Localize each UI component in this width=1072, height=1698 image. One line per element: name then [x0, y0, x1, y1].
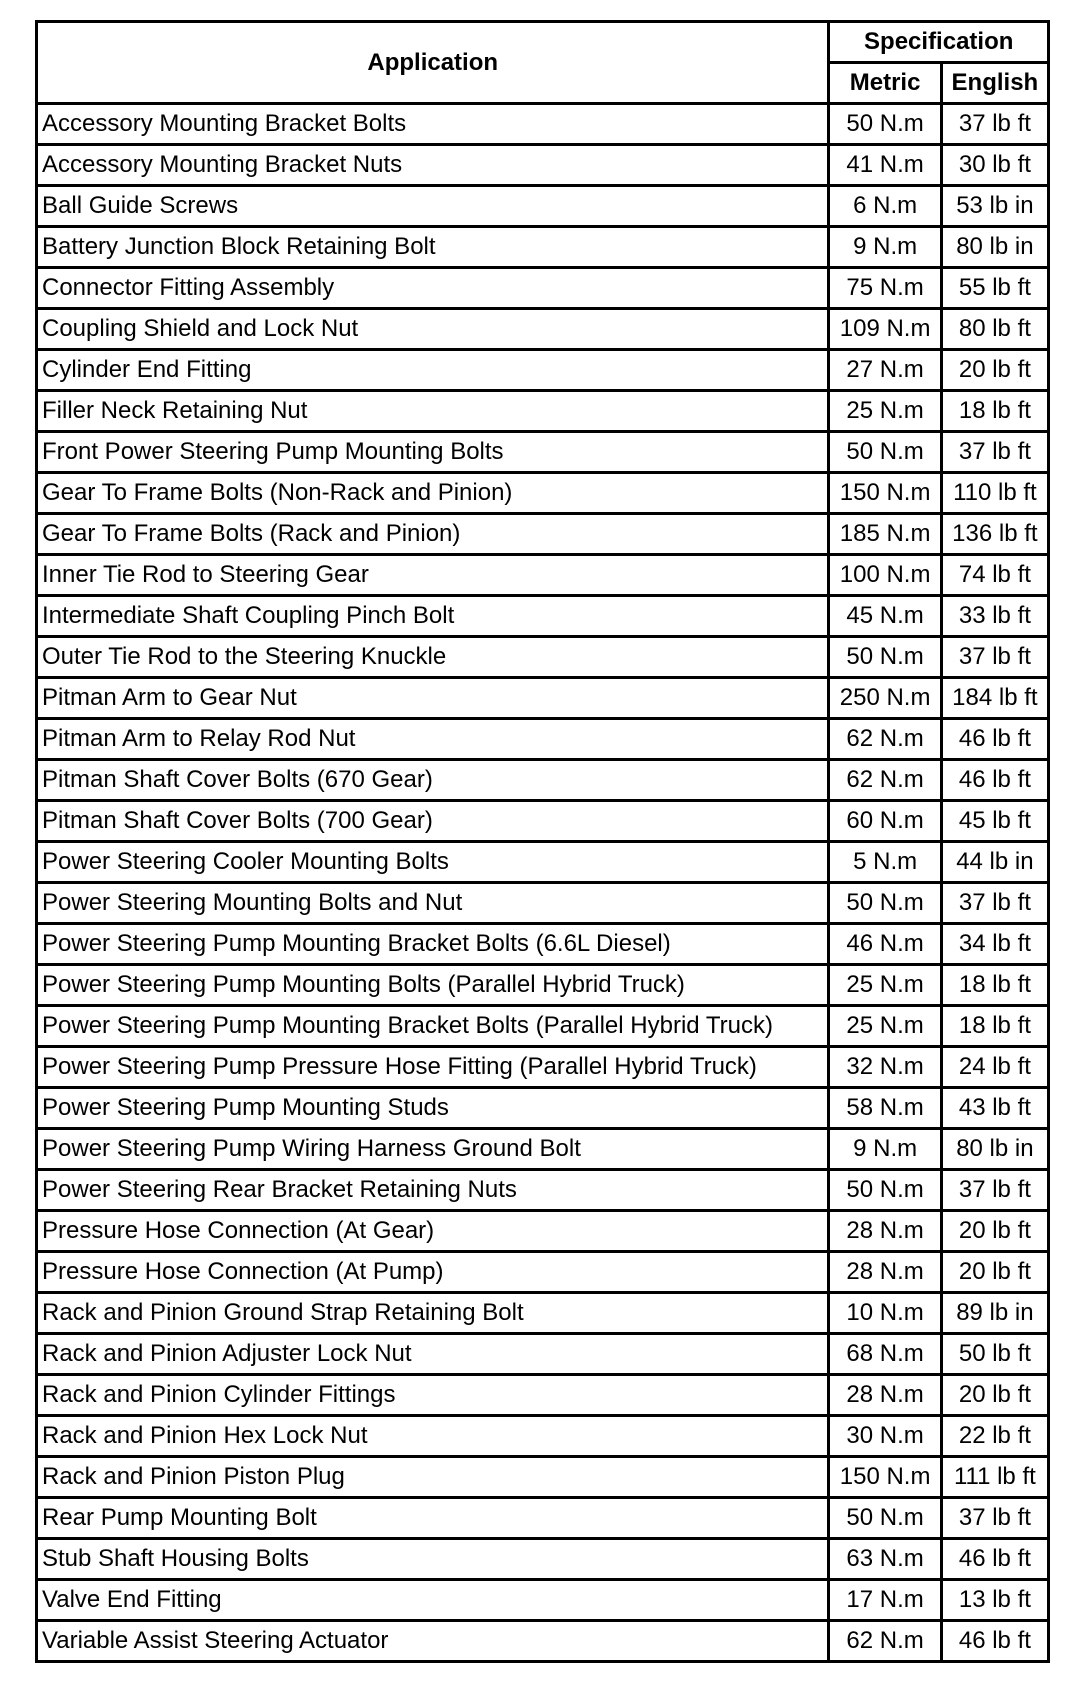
- table-row: [37, 555, 1049, 596]
- table-row: [37, 760, 1049, 801]
- english-cell: 110 lb ft: [941, 473, 1048, 514]
- metric-cell: 62 N.m: [829, 760, 941, 801]
- metric-cell: 27 N.m: [829, 350, 941, 391]
- english-cell: 80 lb ft: [941, 309, 1048, 350]
- table-row: [37, 842, 1049, 883]
- metric-cell: 9 N.m: [829, 227, 941, 268]
- english-cell: 20 lb ft: [941, 1375, 1048, 1416]
- english-header: English: [941, 63, 1048, 104]
- metric-cell: 62 N.m: [829, 1621, 941, 1662]
- application-cell: Coupling Shield and Lock Nut: [37, 309, 829, 350]
- table-row: [37, 473, 1049, 514]
- english-cell: 37 lb ft: [941, 104, 1048, 145]
- metric-cell: 60 N.m: [829, 801, 941, 842]
- metric-header: Metric: [829, 63, 941, 104]
- metric-cell: 32 N.m: [829, 1047, 941, 1088]
- application-cell: Battery Junction Block Retaining Bolt: [37, 227, 829, 268]
- application-cell: Power Steering Pump Mounting Bracket Bolts (6.6L Diesel): [37, 924, 829, 965]
- metric-cell: 63 N.m: [829, 1539, 941, 1580]
- table-row: [37, 924, 1049, 965]
- table-row: [37, 883, 1049, 924]
- english-cell: 34 lb ft: [941, 924, 1048, 965]
- metric-cell: 50 N.m: [829, 637, 941, 678]
- english-cell: 13 lb ft: [941, 1580, 1048, 1621]
- metric-cell: 9 N.m: [829, 1129, 941, 1170]
- english-cell: 44 lb in: [941, 842, 1048, 883]
- english-cell: 111 lb ft: [941, 1457, 1048, 1498]
- application-cell: Ball Guide Screws: [37, 186, 829, 227]
- table-row: [37, 1170, 1049, 1211]
- metric-cell: 75 N.m: [829, 268, 941, 309]
- application-cell: Intermediate Shaft Coupling Pinch Bolt: [37, 596, 829, 637]
- table-row: [37, 1211, 1049, 1252]
- english-cell: 24 lb ft: [941, 1047, 1048, 1088]
- application-cell: Rack and Pinion Ground Strap Retaining Bolt: [37, 1293, 829, 1334]
- table-row: [37, 432, 1049, 473]
- table-row: [37, 104, 1049, 145]
- metric-cell: 100 N.m: [829, 555, 941, 596]
- table-row: [37, 1621, 1049, 1662]
- english-cell: 30 lb ft: [941, 145, 1048, 186]
- application-cell: Power Steering Pump Mounting Bracket Bolts (Parallel Hybrid Truck): [37, 1006, 829, 1047]
- application-cell: Inner Tie Rod to Steering Gear: [37, 555, 829, 596]
- table-row: [37, 1129, 1049, 1170]
- english-cell: 22 lb ft: [941, 1416, 1048, 1457]
- application-cell: Pitman Arm to Relay Rod Nut: [37, 719, 829, 760]
- metric-cell: 50 N.m: [829, 1170, 941, 1211]
- application-cell: Power Steering Pump Wiring Harness Ground Bolt: [37, 1129, 829, 1170]
- english-cell: 55 lb ft: [941, 268, 1048, 309]
- metric-cell: 68 N.m: [829, 1334, 941, 1375]
- application-cell: Filler Neck Retaining Nut: [37, 391, 829, 432]
- english-cell: 37 lb ft: [941, 883, 1048, 924]
- english-cell: 37 lb ft: [941, 1170, 1048, 1211]
- metric-cell: 150 N.m: [829, 473, 941, 514]
- metric-cell: 58 N.m: [829, 1088, 941, 1129]
- english-cell: 50 lb ft: [941, 1334, 1048, 1375]
- application-cell: Cylinder End Fitting: [37, 350, 829, 391]
- metric-cell: 28 N.m: [829, 1375, 941, 1416]
- application-cell: Connector Fitting Assembly: [37, 268, 829, 309]
- table-row: [37, 637, 1049, 678]
- english-cell: 46 lb ft: [941, 760, 1048, 801]
- english-cell: 184 lb ft: [941, 678, 1048, 719]
- application-cell: Power Steering Mounting Bolts and Nut: [37, 883, 829, 924]
- application-cell: Accessory Mounting Bracket Bolts: [37, 104, 829, 145]
- table-row: [37, 719, 1049, 760]
- application-cell: Pressure Hose Connection (At Gear): [37, 1211, 829, 1252]
- metric-cell: 50 N.m: [829, 432, 941, 473]
- application-cell: Rack and Pinion Hex Lock Nut: [37, 1416, 829, 1457]
- metric-cell: 185 N.m: [829, 514, 941, 555]
- metric-cell: 17 N.m: [829, 1580, 941, 1621]
- table-row: [37, 1088, 1049, 1129]
- english-cell: 37 lb ft: [941, 637, 1048, 678]
- english-cell: 46 lb ft: [941, 1621, 1048, 1662]
- table-row: [37, 801, 1049, 842]
- english-cell: 74 lb ft: [941, 555, 1048, 596]
- english-cell: 45 lb ft: [941, 801, 1048, 842]
- table-row: [37, 1539, 1049, 1580]
- application-cell: Pitman Shaft Cover Bolts (670 Gear): [37, 760, 829, 801]
- metric-cell: 50 N.m: [829, 104, 941, 145]
- english-cell: 20 lb ft: [941, 1252, 1048, 1293]
- application-cell: Power Steering Pump Mounting Bolts (Parallel Hybrid Truck): [37, 965, 829, 1006]
- metric-cell: 50 N.m: [829, 883, 941, 924]
- application-cell: Power Steering Rear Bracket Retaining Nuts: [37, 1170, 829, 1211]
- application-cell: Gear To Frame Bolts (Non-Rack and Pinion): [37, 473, 829, 514]
- metric-cell: 41 N.m: [829, 145, 941, 186]
- table-row: [37, 1252, 1049, 1293]
- table-row: [37, 1334, 1049, 1375]
- english-cell: 37 lb ft: [941, 1498, 1048, 1539]
- table-row: [37, 268, 1049, 309]
- english-cell: 53 lb in: [941, 186, 1048, 227]
- metric-cell: 5 N.m: [829, 842, 941, 883]
- application-cell: Power Steering Pump Pressure Hose Fitting (Parallel Hybrid Truck): [37, 1047, 829, 1088]
- application-cell: Variable Assist Steering Actuator: [37, 1621, 829, 1662]
- specification-header: Specification: [829, 22, 1049, 63]
- application-cell: Outer Tie Rod to the Steering Knuckle: [37, 637, 829, 678]
- english-cell: 18 lb ft: [941, 391, 1048, 432]
- metric-cell: 109 N.m: [829, 309, 941, 350]
- table-row: [37, 1457, 1049, 1498]
- table-row: [37, 350, 1049, 391]
- metric-cell: 46 N.m: [829, 924, 941, 965]
- metric-cell: 62 N.m: [829, 719, 941, 760]
- application-cell: Stub Shaft Housing Bolts: [37, 1539, 829, 1580]
- table-row: [37, 227, 1049, 268]
- metric-cell: 250 N.m: [829, 678, 941, 719]
- table-row: [37, 1498, 1049, 1539]
- english-cell: 43 lb ft: [941, 1088, 1048, 1129]
- table-row: [37, 514, 1049, 555]
- application-cell: Rear Pump Mounting Bolt: [37, 1498, 829, 1539]
- english-cell: 18 lb ft: [941, 1006, 1048, 1047]
- english-cell: 89 lb in: [941, 1293, 1048, 1334]
- table-row: [37, 309, 1049, 350]
- application-cell: Rack and Pinion Cylinder Fittings: [37, 1375, 829, 1416]
- metric-cell: 6 N.m: [829, 186, 941, 227]
- english-cell: 37 lb ft: [941, 432, 1048, 473]
- metric-cell: 28 N.m: [829, 1211, 941, 1252]
- metric-cell: 30 N.m: [829, 1416, 941, 1457]
- english-cell: 80 lb in: [941, 1129, 1048, 1170]
- english-cell: 46 lb ft: [941, 719, 1048, 760]
- table-row: [37, 678, 1049, 719]
- table-row: [37, 1006, 1049, 1047]
- metric-cell: 50 N.m: [829, 1498, 941, 1539]
- table-header: [37, 22, 1049, 104]
- table-row: [37, 186, 1049, 227]
- metric-cell: 150 N.m: [829, 1457, 941, 1498]
- english-cell: 33 lb ft: [941, 596, 1048, 637]
- english-cell: 18 lb ft: [941, 965, 1048, 1006]
- application-cell: Pitman Shaft Cover Bolts (700 Gear): [37, 801, 829, 842]
- application-cell: Pitman Arm to Gear Nut: [37, 678, 829, 719]
- english-cell: 20 lb ft: [941, 1211, 1048, 1252]
- application-cell: Rack and Pinion Piston Plug: [37, 1457, 829, 1498]
- table-row: [37, 1375, 1049, 1416]
- application-cell: Gear To Frame Bolts (Rack and Pinion): [37, 514, 829, 555]
- table-row: [37, 596, 1049, 637]
- english-cell: 136 lb ft: [941, 514, 1048, 555]
- table-row: [37, 1416, 1049, 1457]
- english-cell: 20 lb ft: [941, 350, 1048, 391]
- application-cell: Front Power Steering Pump Mounting Bolts: [37, 432, 829, 473]
- metric-cell: 25 N.m: [829, 1006, 941, 1047]
- application-cell: Power Steering Pump Mounting Studs: [37, 1088, 829, 1129]
- metric-cell: 45 N.m: [829, 596, 941, 637]
- metric-cell: 28 N.m: [829, 1252, 941, 1293]
- metric-cell: 10 N.m: [829, 1293, 941, 1334]
- table-row: [37, 1047, 1049, 1088]
- table-row: [37, 965, 1049, 1006]
- application-cell: Power Steering Cooler Mounting Bolts: [37, 842, 829, 883]
- table-row: [37, 145, 1049, 186]
- metric-cell: 25 N.m: [829, 965, 941, 1006]
- table-row: [37, 1293, 1049, 1334]
- table-row: [37, 1580, 1049, 1621]
- application-cell: Accessory Mounting Bracket Nuts: [37, 145, 829, 186]
- application-cell: Pressure Hose Connection (At Pump): [37, 1252, 829, 1293]
- english-cell: 80 lb in: [941, 227, 1048, 268]
- application-header: Application: [37, 22, 829, 104]
- english-cell: 46 lb ft: [941, 1539, 1048, 1580]
- table-body: [37, 104, 1049, 1662]
- application-cell: Rack and Pinion Adjuster Lock Nut: [37, 1334, 829, 1375]
- application-cell: Valve End Fitting: [37, 1580, 829, 1621]
- table-row: [37, 391, 1049, 432]
- metric-cell: 25 N.m: [829, 391, 941, 432]
- torque-spec-table: [35, 20, 1050, 1663]
